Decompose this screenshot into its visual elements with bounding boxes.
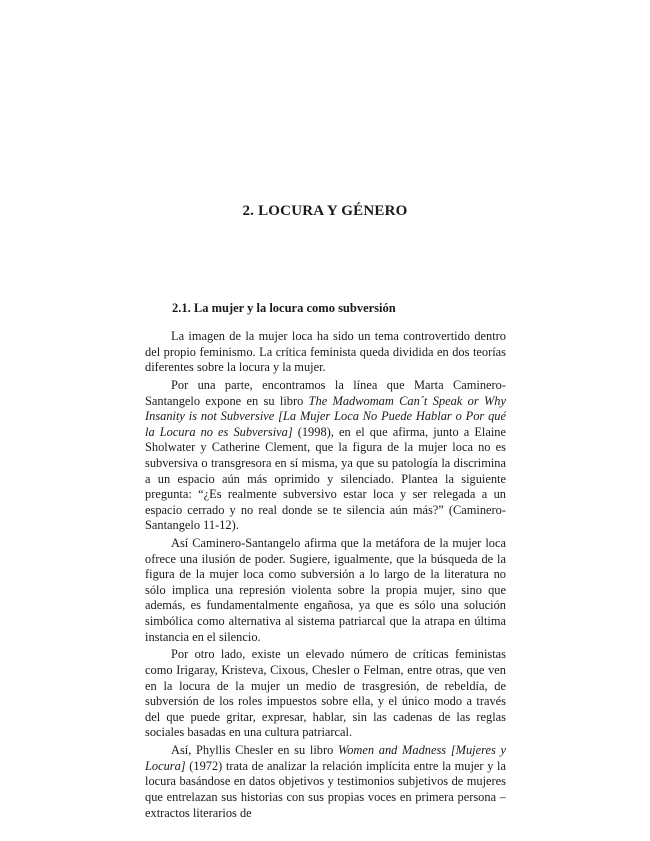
- paragraph-1: La imagen de la mujer loca ha sido un tema controvertido dentro del propio feminismo. La crítica feminista queda dividida en dos teorías diferentes sobre la locura y la mujer.: [145, 329, 506, 375]
- book-title-caminero: The Madwomam Can´t Speak or Why Insanity is not Subversive [La Mujer Loca No Puede Hablar o Por qué la Locura no es Subversiva]: [145, 393, 506, 439]
- book-title-chesler: Women and Madness [Mujeres y Locura]: [145, 743, 507, 773]
- paragraph-4: Por otro lado, existe un elevado número de críticas feministas como Irigaray, Kristeva, Cixous, Chesler o Felman, entre otras, que ven en la locura de la mujer un medio de trasgresión, de rebeldía, de subversión de los roles impuestos sobre ella, y el único modo a través del que puede gritar, expresar, hablar, sin las cadenas de las reglas sociales basadas en una cultura patriarcal.: [145, 647, 506, 740]
- chapter-title: 2. LOCURA Y GÉNERO: [242, 203, 408, 219]
- section-heading: 2.1. La mujer y la locura como subversión: [172, 301, 396, 315]
- paragraph-5-text-after: (1972) trata de analizar la relación implícita entre la mujer y la locura basándose en datos objetivos y testimonios subjetivos de mujeres que entrelazan sus historias con sus propias voces en primera persona –extractos literarios de: [145, 758, 506, 820]
- paragraph-5-text-before: Así, Phyllis Chesler en su libro: [171, 743, 339, 758]
- paragraph-2-text-before: Por una parte, encontramos la línea que Marta Caminero-Santangelo expone en su libro: [145, 377, 506, 408]
- paragraph-2: [145, 378, 506, 534]
- paragraph-5: [145, 743, 506, 821]
- paragraph-2-text-after: (1998), en el que afirma, junto a Elaine Sholwater y Catherine Clement, que la figura de la mujer loca no es subversiva o transgresora en sí misma, ya que su patología la discrimina a un espacio aún más oprimido y silenciado. Plantea la siguiente pregunta: “¿Es realmente subversivo estar loca y ser relegada a un espacio cerrado y no real donde se te silencia aún más?” (Caminero-Santangelo 11-12).: [145, 424, 506, 533]
- body-text: [145, 329, 506, 821]
- paragraph-3: Así Caminero-Santangelo afirma que la metáfora de la mujer loca ofrece una ilusión de poder. Sugiere, igualmente, que la búsqueda de la figura de la mujer loca como subversión a lo largo de la literatura no sólo implica una represión violenta sobre la propia mujer, sino que además, es fundamentalmente engañosa, ya que es sólo una solución simbólica como alternativa al sistema patriarcal que la atrapa en última instancia en el silencio.: [145, 536, 506, 644]
